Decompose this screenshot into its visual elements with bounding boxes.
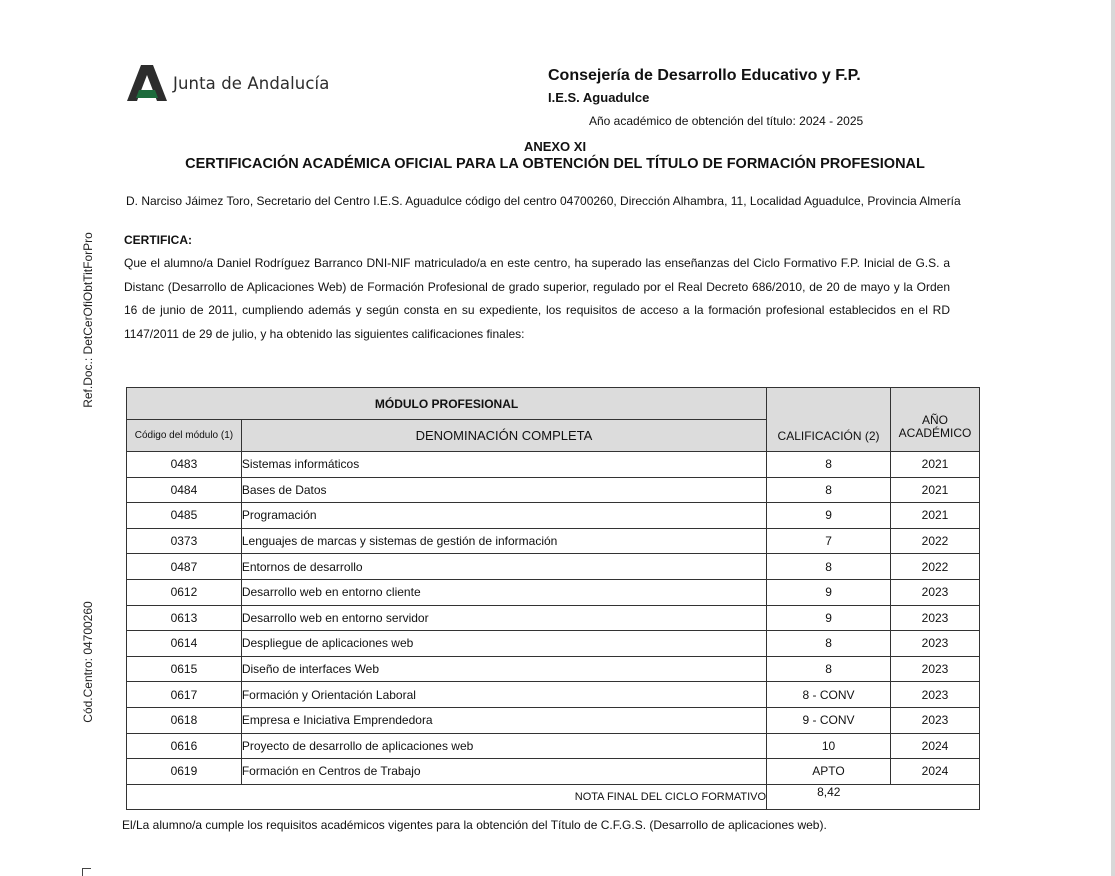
module-code-cell: 0619 bbox=[127, 759, 242, 785]
module-year-cell: 2021 bbox=[891, 477, 980, 503]
table-row bbox=[127, 733, 980, 759]
module-code-cell: 0483 bbox=[127, 452, 242, 478]
header-denominacion: DENOMINACIÓN COMPLETA bbox=[241, 420, 766, 452]
module-name-cell: Despliegue de aplicaciones web bbox=[241, 631, 766, 657]
table-row bbox=[127, 656, 980, 682]
module-name-cell: Bases de Datos bbox=[241, 477, 766, 503]
logo-text: Junta de Andalucía bbox=[173, 73, 330, 93]
module-name-cell: Desarrollo web en entorno cliente bbox=[241, 579, 766, 605]
table-row bbox=[127, 605, 980, 631]
module-year-cell: 2024 bbox=[891, 733, 980, 759]
table-row bbox=[127, 528, 980, 554]
module-year-cell: 2023 bbox=[891, 707, 980, 733]
table-row bbox=[127, 452, 980, 478]
module-grade-cell: 10 bbox=[767, 733, 891, 759]
module-grade-cell: 8 bbox=[767, 477, 891, 503]
module-grade-cell: 7 bbox=[767, 528, 891, 554]
module-name-cell: Formación y Orientación Laboral bbox=[241, 682, 766, 708]
nota-final-label: NOTA FINAL DEL CICLO FORMATIVO bbox=[127, 784, 767, 810]
module-grade-cell: 8 bbox=[767, 554, 891, 580]
table-row bbox=[127, 759, 980, 785]
module-code-cell: 0484 bbox=[127, 477, 242, 503]
module-code-cell: 0617 bbox=[127, 682, 242, 708]
nota-final-empty bbox=[891, 784, 980, 810]
module-code-cell: 0373 bbox=[127, 528, 242, 554]
header-calificacion: CALIFICACIÓN (2) bbox=[767, 388, 891, 452]
module-year-cell: 2022 bbox=[891, 528, 980, 554]
table-row bbox=[127, 554, 980, 580]
table-row bbox=[127, 631, 980, 657]
page-edge bbox=[1111, 0, 1115, 876]
module-grade-cell: 8 bbox=[767, 656, 891, 682]
module-grade-cell: 9 - CONV bbox=[767, 707, 891, 733]
module-code-cell: 0614 bbox=[127, 631, 242, 657]
ano-obtencion: Año académico de obtención del título: 2024 - 2025 bbox=[589, 114, 864, 128]
nota-final-row bbox=[127, 784, 980, 810]
table-row bbox=[127, 477, 980, 503]
module-year-cell: 2021 bbox=[891, 503, 980, 529]
certifica-paragraph: Que el alumno/a Daniel Rodríguez Barranco DNI-NIF matriculado/a en este centro, ha superado las enseñanzas del Ciclo Formativo F.P. Inicial de G.S. a Distanc (Desarrollo de Aplicaciones Web) de Formación Profesional de grado superior, regulado por el Real Decreto 686/2010, de 20 de mayo y la Orden 16 de junio de 2011, cumpliendo además y según consta en su expediente, los requisitos de acceso a la formación profesional establecidos en el RD 1147/2011 de 29 de julio, y ha obtenido las siguientes calificaciones finales: bbox=[124, 256, 950, 341]
module-code-cell: 0615 bbox=[127, 656, 242, 682]
module-name-cell: Proyecto de desarrollo de aplicaciones web bbox=[241, 733, 766, 759]
module-name-cell: Lenguajes de marcas y sistemas de gestión de información bbox=[241, 528, 766, 554]
footer-note: El/La alumno/a cumple los requisitos académicos vigentes para la obtención del Título de C.F.G.S. (Desarrollo de aplicaciones web). bbox=[122, 818, 827, 832]
grade-rows bbox=[127, 452, 980, 785]
module-name-cell: Formación en Centros de Trabajo bbox=[241, 759, 766, 785]
module-code-cell: 0616 bbox=[127, 733, 242, 759]
module-code-cell: 0487 bbox=[127, 554, 242, 580]
footer-corner-mark bbox=[82, 868, 91, 876]
table-header-row-1 bbox=[127, 388, 980, 420]
module-grade-cell: 9 bbox=[767, 579, 891, 605]
module-name-cell: Programación bbox=[241, 503, 766, 529]
module-year-cell: 2024 bbox=[891, 759, 980, 785]
module-grade-cell: 9 bbox=[767, 503, 891, 529]
module-year-cell: 2023 bbox=[891, 579, 980, 605]
table-row bbox=[127, 503, 980, 529]
centro-name: I.E.S. Aguadulce bbox=[548, 90, 650, 105]
nota-final-value: 8,42 bbox=[767, 784, 891, 810]
module-name-cell: Empresa e Iniciativa Emprendedora bbox=[241, 707, 766, 733]
junta-andalucia-logo-icon bbox=[127, 63, 167, 103]
table-row bbox=[127, 682, 980, 708]
module-grade-cell: APTO bbox=[767, 759, 891, 785]
module-code-cell: 0613 bbox=[127, 605, 242, 631]
module-year-cell: 2021 bbox=[891, 452, 980, 478]
module-year-cell: 2022 bbox=[891, 554, 980, 580]
module-name-cell: Diseño de interfaces Web bbox=[241, 656, 766, 682]
module-grade-cell: 8 bbox=[767, 631, 891, 657]
header-modulo: MÓDULO PROFESIONAL bbox=[127, 388, 767, 420]
grades-table bbox=[126, 387, 980, 810]
side-ref-doc: Ref.Doc.: DetCerOfiObtTitForPro bbox=[81, 232, 95, 408]
table-row bbox=[127, 707, 980, 733]
module-name-cell: Entornos de desarrollo bbox=[241, 554, 766, 580]
consejeria-title: Consejería de Desarrollo Educativo y F.P. bbox=[548, 67, 861, 84]
module-code-cell: 0612 bbox=[127, 579, 242, 605]
module-name-cell: Sistemas informáticos bbox=[241, 452, 766, 478]
anexo-title: ANEXO XI bbox=[523, 139, 587, 154]
secretario-paragraph: D. Narciso Jáimez Toro, Secretario del Centro I.E.S. Aguadulce código del centro 04700260, Dirección Alhambra, 11, Localidad Aguadulce, Provincia Almería bbox=[126, 194, 961, 208]
module-year-cell: 2023 bbox=[891, 631, 980, 657]
header-codigo: Código del módulo (1) bbox=[127, 420, 242, 452]
header-ano-academico: AÑO ACADÉMICO bbox=[891, 388, 980, 452]
side-cod-centro: Cód.Centro: 04700260 bbox=[81, 601, 95, 723]
module-grade-cell: 8 bbox=[767, 452, 891, 478]
certifica-label: CERTIFICA: bbox=[124, 233, 192, 247]
module-year-cell: 2023 bbox=[891, 682, 980, 708]
module-code-cell: 0485 bbox=[127, 503, 242, 529]
module-name-cell: Desarrollo web en entorno servidor bbox=[241, 605, 766, 631]
module-year-cell: 2023 bbox=[891, 656, 980, 682]
certificacion-title: CERTIFICACIÓN ACADÉMICA OFICIAL PARA LA OBTENCIÓN DEL TÍTULO DE FORMACIÓN PROFESIONAL bbox=[185, 156, 925, 172]
module-year-cell: 2023 bbox=[891, 605, 980, 631]
module-grade-cell: 8 - CONV bbox=[767, 682, 891, 708]
module-grade-cell: 9 bbox=[767, 605, 891, 631]
module-code-cell: 0618 bbox=[127, 707, 242, 733]
table-row bbox=[127, 579, 980, 605]
junta-logo bbox=[127, 63, 329, 103]
